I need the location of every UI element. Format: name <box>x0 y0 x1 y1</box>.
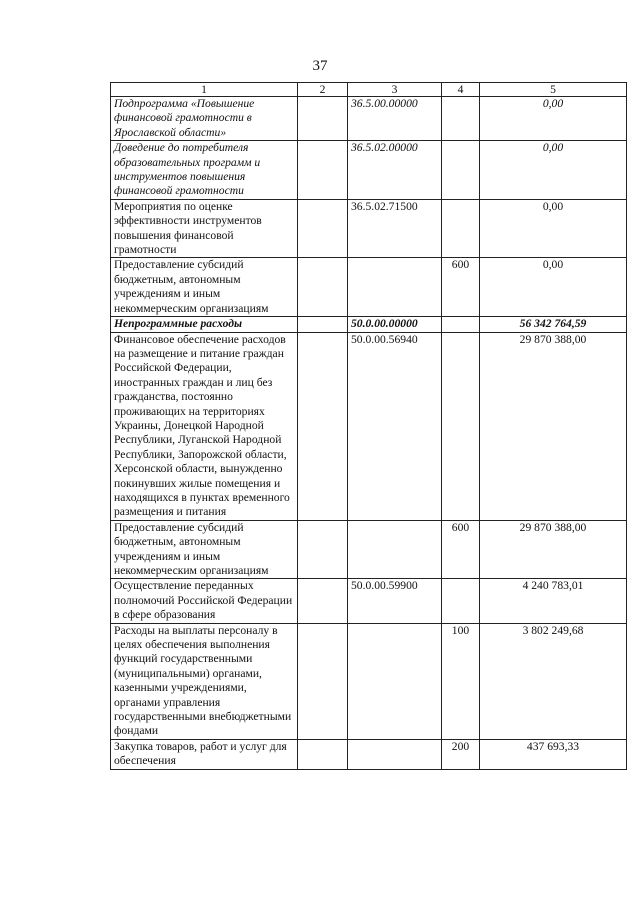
table-row <box>111 520 627 579</box>
row-amount: 0,00 <box>480 141 627 200</box>
row-col2 <box>298 199 348 258</box>
row-col2 <box>298 739 348 769</box>
header-cell-3: 3 <box>348 83 442 97</box>
row-amount: 3 802 249,68 <box>480 623 627 739</box>
row-amount: 29 870 388,00 <box>480 332 627 520</box>
table-row <box>111 258 627 317</box>
row-code <box>348 623 442 739</box>
row-name: Предоставление субсидий бюджетным, автономным учреждениям и иным некоммерческим организациям <box>111 520 298 579</box>
row-name: Финансовое обеспечение расходов на размещение и питание граждан Российской Федерации, иностранных граждан и лиц без гражданства, постоянно проживающих на территориях Украины, Донецкой Народной Республики, Луганской Народной Республики, Запорожской области, Херсонской области, вынужденно покинувших жилые помещения и находящихся в пунктах временного размещения и питания <box>111 332 298 520</box>
table-header-row <box>111 83 627 97</box>
header-cell-1: 1 <box>111 83 298 97</box>
row-col2 <box>298 332 348 520</box>
header-cell-2: 2 <box>298 83 348 97</box>
row-col2 <box>298 623 348 739</box>
table-row <box>111 332 627 520</box>
table-row <box>111 623 627 739</box>
row-type: 200 <box>442 739 480 769</box>
row-code <box>348 520 442 579</box>
row-amount: 437 693,33 <box>480 739 627 769</box>
row-col2 <box>298 520 348 579</box>
table-row <box>111 739 627 769</box>
row-type <box>442 317 480 332</box>
row-name: Закупка товаров, работ и услуг для обеспечения <box>111 739 298 769</box>
row-code <box>348 258 442 317</box>
row-col2 <box>298 579 348 623</box>
row-name: Доведение до потребителя образовательных программ и инструментов повышения финансовой грамотности <box>111 141 298 200</box>
row-col2 <box>298 97 348 141</box>
row-type <box>442 97 480 141</box>
row-name: Подпрограмма «Повышение финансовой грамотности в Ярославской области» <box>111 97 298 141</box>
row-type <box>442 579 480 623</box>
row-name: Мероприятия по оценке эффективности инструментов повышения финансовой грамотности <box>111 199 298 258</box>
table-row <box>111 317 627 332</box>
row-amount: 4 240 783,01 <box>480 579 627 623</box>
row-type: 600 <box>442 520 480 579</box>
row-code: 50.0.00.00000 <box>348 317 442 332</box>
row-name: Расходы на выплаты персоналу в целях обеспечения выполнения функций государственными (муниципальными) органами, казенными учреждениями, органами управления государственными внебюджетными фондами <box>111 623 298 739</box>
row-type: 600 <box>442 258 480 317</box>
row-name: Непрограммные расходы <box>111 317 298 332</box>
header-cell-4: 4 <box>442 83 480 97</box>
budget-table <box>110 82 627 770</box>
table-row <box>111 579 627 623</box>
row-col2 <box>298 258 348 317</box>
row-type: 100 <box>442 623 480 739</box>
row-col2 <box>298 317 348 332</box>
row-name: Осуществление переданных полномочий Российской Федерации в сфере образования <box>111 579 298 623</box>
row-code <box>348 739 442 769</box>
row-name: Предоставление субсидий бюджетным, автономным учреждениям и иным некоммерческим организациям <box>111 258 298 317</box>
page-number: 37 <box>312 58 328 74</box>
header-cell-5: 5 <box>480 83 627 97</box>
row-amount: 0,00 <box>480 199 627 258</box>
table-row <box>111 141 627 200</box>
row-amount: 56 342 764,59 <box>480 317 627 332</box>
row-code: 36.5.02.71500 <box>348 199 442 258</box>
row-type <box>442 332 480 520</box>
row-code: 50.0.00.56940 <box>348 332 442 520</box>
table-row <box>111 97 627 141</box>
row-type <box>442 141 480 200</box>
row-amount: 0,00 <box>480 97 627 141</box>
row-amount: 29 870 388,00 <box>480 520 627 579</box>
table-row <box>111 199 627 258</box>
row-amount: 0,00 <box>480 258 627 317</box>
row-code: 50.0.00.59900 <box>348 579 442 623</box>
row-code: 36.5.00.00000 <box>348 97 442 141</box>
row-col2 <box>298 141 348 200</box>
row-type <box>442 199 480 258</box>
row-code: 36.5.02.00000 <box>348 141 442 200</box>
